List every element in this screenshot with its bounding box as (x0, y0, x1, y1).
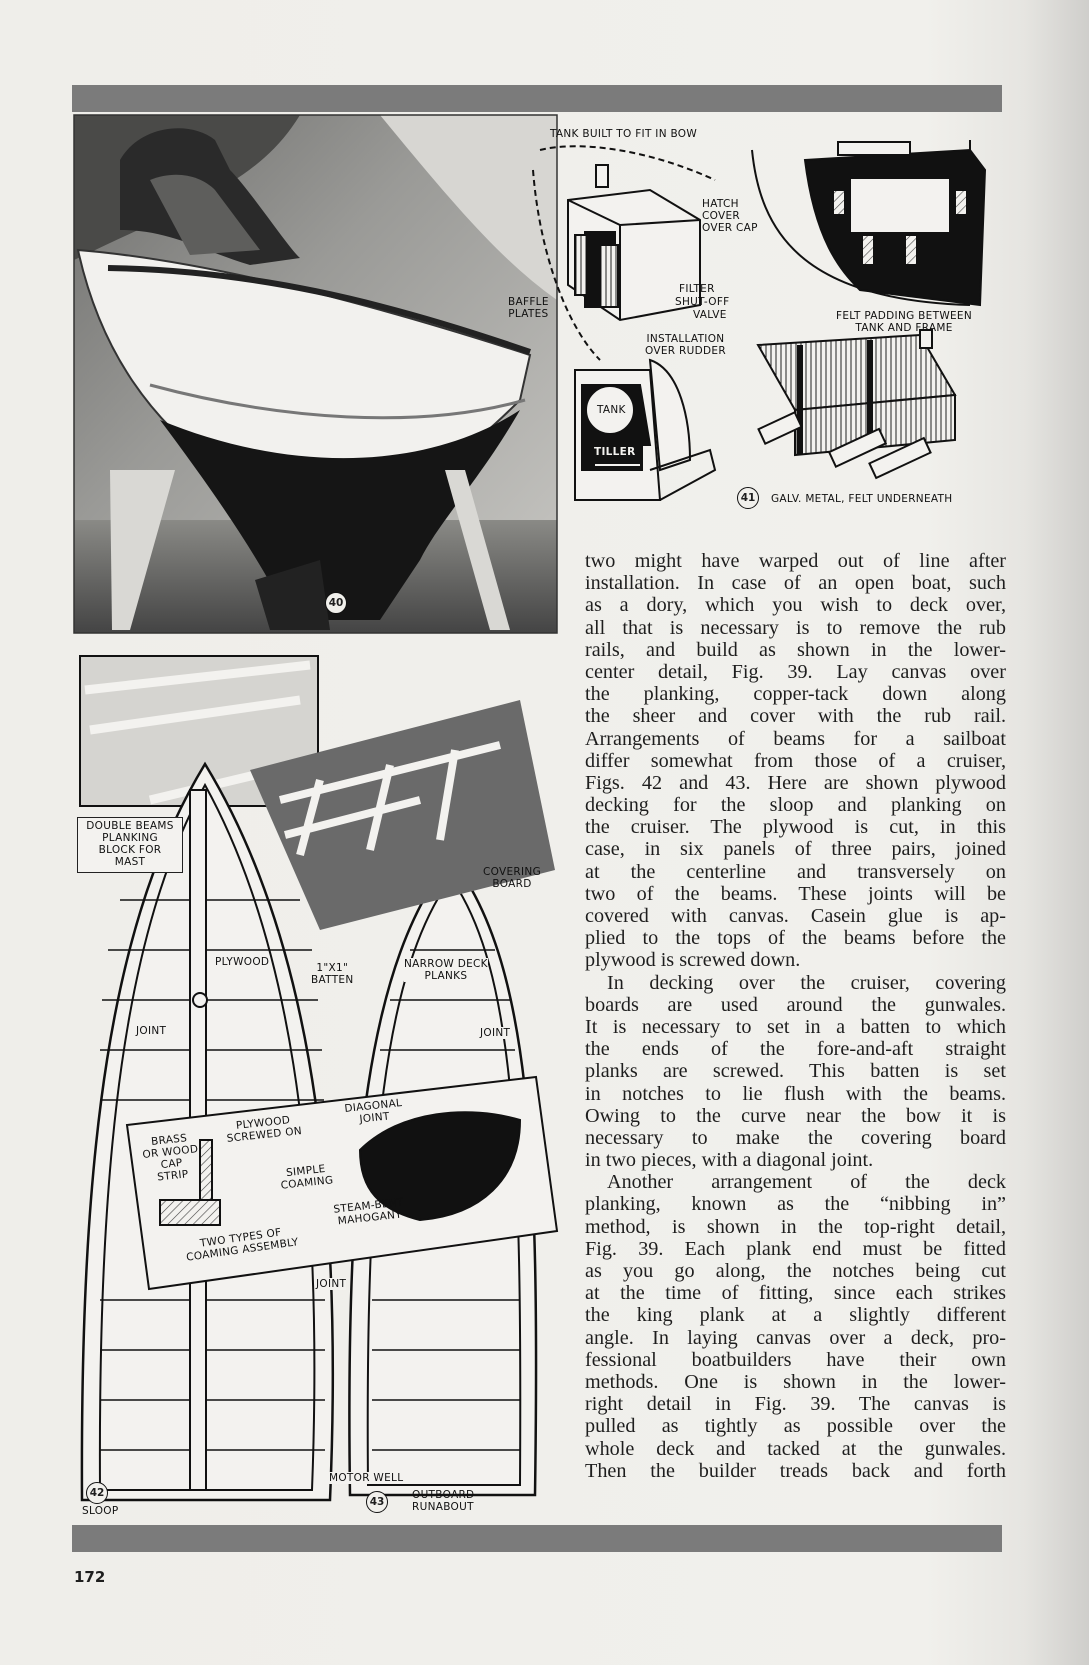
label-sloop: SLOOP (82, 1505, 119, 1517)
body-text-line: in two pieces, with a diagonal joint. (585, 1149, 874, 1172)
body-text-line: pulled as tightly as possible over the (585, 1415, 1006, 1438)
body-text-line: all that is necessary is to remove the rub (585, 616, 1006, 639)
label-steam-bent-mahogany: STEAM-BENT MAHOGANY (332, 1196, 405, 1228)
body-text-line: Owing to the curve near the bow it is (585, 1104, 1006, 1127)
label-joint-bottom: JOINT (316, 1278, 347, 1290)
label-tank: TANK (597, 404, 626, 416)
deck-framing-diagram (80, 656, 557, 1500)
label-galv-metal: GALV. METAL, FELT UNDERNEATH (771, 493, 953, 505)
body-text-line: case, in six panels of three pairs, joined (585, 838, 1006, 861)
body-text-line: method, is shown in the top-right detail, (585, 1215, 1006, 1238)
label-filter: FILTER (679, 283, 715, 295)
label-tiller: TILLER (594, 446, 636, 458)
boat-photo (74, 115, 557, 633)
figure-42-number: 42 (86, 1482, 108, 1504)
body-text-line: the sheer and cover with the rub rail. (585, 705, 1006, 728)
body-text-line: methods. One is shown in the lower- (585, 1370, 1006, 1393)
body-text-line: Arrangements of beams for a sailboat (585, 727, 1006, 750)
label-valve: VALVE (693, 309, 727, 321)
label-simple-coaming: SIMPLE COAMING (280, 1163, 334, 1192)
label-felt-padding: FELT PADDING BETWEEN TANK AND FRAME (836, 310, 973, 334)
page-number: 172 (74, 1568, 106, 1586)
body-text-line: boards are used around the gunwales. (585, 993, 1006, 1016)
body-text-line: plywood is screwed down. (585, 949, 801, 972)
body-text-line: at the centerline and transversely on (585, 860, 1006, 883)
label-outboard-runabout: OUTBOARD RUNABOUT (412, 1489, 475, 1513)
body-text-line: the cruiser. The plywood is cut, in this (585, 816, 1006, 839)
label-two-types-coaming: TWO TYPES OF COAMING ASSEMBLY (185, 1226, 300, 1264)
body-text-line: center detail, Fig. 39. Lay canvas over (585, 660, 1006, 683)
body-text-line: In decking over the cruiser, covering (607, 971, 1006, 994)
figure-40-number: 40 (325, 592, 347, 614)
label-joint-right: JOINT (480, 1027, 511, 1039)
label-plywood-screwed-on: PLYWOOD SCREWED ON (226, 1114, 303, 1145)
body-text-line: Another arrangement of the deck (607, 1171, 1006, 1194)
body-text-line: two of the beams. These joints will be (585, 882, 1006, 905)
label-shut-off: SHUT-OFF (675, 296, 730, 308)
body-text-line: the king plank at a slightly different (585, 1304, 1006, 1327)
body-text-line: as you go along, the notches being cut (585, 1260, 1006, 1282)
label-baffle-plates: BAFFLE PLATES (508, 296, 549, 320)
body-text-line: as a dory, which you wish to deck over, (585, 594, 1006, 617)
body-text-line: rails, and build as shown in the lower- (585, 638, 1006, 661)
body-text-line: angle. In laying canvas over a deck, pro- (585, 1326, 1006, 1349)
body-text-line: whole deck and tacked at the gunwales. (585, 1437, 1006, 1460)
body-text-line: right detail in Fig. 39. The canvas is (585, 1393, 1006, 1416)
body-text-line: Figs. 42 and 43. Here are shown plywood (585, 771, 1006, 794)
body-text-line: Then the builder treads back and forth (585, 1459, 1006, 1482)
label-narrow-deck-planks: NARROW DECK PLANKS (404, 958, 488, 982)
label-hatch-cover: HATCH COVER OVER CAP (702, 198, 758, 234)
body-text-line: in notches to lie flush with the beams. (585, 1082, 1006, 1105)
article-body-text (585, 550, 1006, 1482)
body-text-line: two might have warped out of line after (585, 550, 1006, 572)
body-text-line: necessary to make the covering board (585, 1126, 1006, 1149)
label-tank-built-to-fit-in-bow: TANK BUILT TO FIT IN BOW (550, 128, 698, 140)
label-batten: 1"X1" BATTEN (311, 962, 354, 986)
body-text-line: fessional boatbuilders have their own (585, 1348, 1006, 1371)
label-cap-strip: BRASS OR WOOD CAP STRIP (141, 1132, 199, 1184)
body-text-line: the ends of the fore-and-aft straight (585, 1038, 1006, 1061)
body-text-line: covered with canvas. Casein glue is ap- (585, 905, 1006, 927)
label-motor-well: MOTOR WELL (329, 1472, 404, 1484)
figure-41-number: 41 (737, 487, 759, 509)
body-text-line: plied to the tops of the beams before the (585, 927, 1006, 950)
body-text-line: Fig. 39. Each plank end must be fitted (585, 1237, 1006, 1260)
label-double-beams: DOUBLE BEAMS PLANKING BLOCK FOR MAST (86, 820, 174, 868)
label-covering-board: COVERING BOARD (483, 866, 542, 890)
body-text-line: planking, known as the “nibbing in” (585, 1193, 1006, 1216)
body-text-line: planks are screwed. This batten is set (585, 1060, 1006, 1083)
figure-43-number: 43 (366, 1491, 388, 1513)
body-text-line: differ somewhat from those of a cruiser, (585, 749, 1006, 772)
body-text-line: installation. In case of an open boat, such (585, 572, 1006, 595)
label-joint-left: JOINT (136, 1025, 167, 1037)
body-text-line: at the time of fitting, since each strikes (585, 1282, 1006, 1305)
body-text-line: the planking, copper-tack down along (585, 683, 1006, 706)
body-text-line: decking for the sloop and planking on (585, 794, 1006, 817)
label-plywood: PLYWOOD (215, 956, 270, 968)
body-text-line: It is necessary to set in a batten to which (585, 1015, 1006, 1038)
label-diagonal-joint: DIAGONAL JOINT (343, 1097, 403, 1126)
label-installation-over-rudder: INSTALLATION OVER RUDDER (645, 333, 726, 357)
